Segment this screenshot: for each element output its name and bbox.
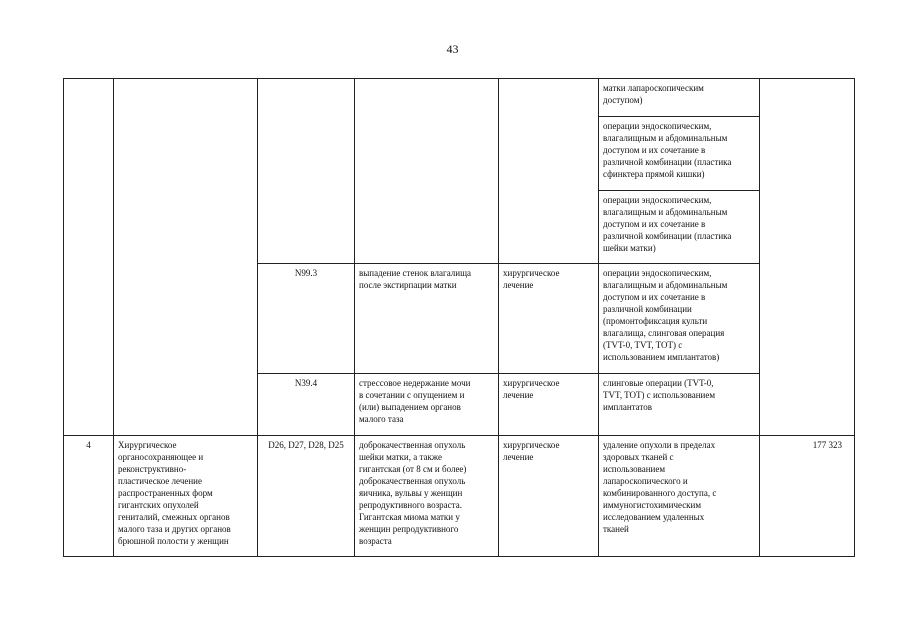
code-text: N99.3: [294, 268, 318, 278]
method-cell: [599, 264, 760, 374]
code-cell: [258, 79, 355, 264]
treatment-cell: [499, 264, 599, 374]
price-text: 177 323: [812, 440, 842, 450]
table-row: [64, 79, 855, 117]
method-text: матки лапароскопическим доступом): [603, 83, 704, 105]
diagnosis-cell: [355, 79, 499, 264]
method-text: слинговые операции (TVT-0, TVT, TOT) с использованием имплантатов: [603, 378, 716, 412]
number-cell: [64, 79, 114, 436]
code-cell: [258, 374, 355, 436]
diagnosis-cell: [355, 264, 499, 374]
price-cell: [760, 436, 855, 557]
code-text: D26, D27, D28, D25: [268, 440, 344, 450]
code-cell: [258, 264, 355, 374]
method-text: удаление опухоли в пределах здоровых тканей с использованием лапароскопического и комбинированного доступа, с иммуногистохимическим исследованием удаленных тканей: [603, 440, 717, 534]
method-text: операции эндоскопическим, влагалищным и абдоминальным доступом и их сочетание в различной комбинации (пластика шейки матки): [603, 195, 732, 253]
code-text: N39.4: [294, 378, 318, 388]
row-number: 4: [86, 440, 91, 450]
method-cell: [599, 117, 760, 191]
method-text: операции эндоскопическим, влагалищным и абдоминальным доступом и их сочетание в различной комбинации (пластика сфинктера прямой кишки): [603, 121, 732, 179]
table-row: [64, 436, 855, 557]
treatment-text: хирургическое лечение: [503, 268, 560, 290]
treatment-cell: [499, 436, 599, 557]
method-text: операции эндоскопическим, влагалищным и абдоминальным доступом и их сочетание в различной комбинации (промонтофиксация культи влагалища, слинговая операция (TVT-0, TVT, TOT) с использованием имплантатов): [603, 268, 728, 362]
treatment-text: хирургическое лечение: [503, 440, 560, 462]
page-number: 43: [446, 42, 459, 56]
diagnosis-text: доброкачественная опухоль шейки матки, а также гигантская (от 8 см и более) доброкачественная опухоль яичника, вульвы у женщин репродуктивного возраста. Гигантская миома матки у женщин репродуктивного возраста: [359, 440, 467, 546]
method-cell: [599, 374, 760, 436]
name-cell: [114, 79, 258, 436]
treatment-cell: [499, 79, 599, 264]
treatment-text: хирургическое лечение: [503, 378, 560, 400]
method-cell: [599, 436, 760, 557]
diagnosis-cell: [355, 436, 499, 557]
diagnosis-text: выпадение стенок влагалища после экстирпации матки: [359, 268, 472, 290]
care-type-name: Хирургическое органосохраняющее и реконструктивно- пластическое лечение распространенных форм гигантских опухолей гениталий, смежных органов малого таза и других органов брюшной полости у женщин: [118, 440, 231, 546]
medical-care-table: [63, 78, 855, 557]
diagnosis-cell: [355, 374, 499, 436]
code-cell: [258, 436, 355, 557]
name-cell: [114, 436, 258, 557]
method-cell: [599, 79, 760, 117]
treatment-cell: [499, 374, 599, 436]
number-cell: [64, 436, 114, 557]
diagnosis-text: стрессовое недержание мочи в сочетании с опущением и (или) выпадением органов малого таза: [359, 378, 471, 424]
method-cell: [599, 191, 760, 264]
price-cell: [760, 79, 855, 436]
